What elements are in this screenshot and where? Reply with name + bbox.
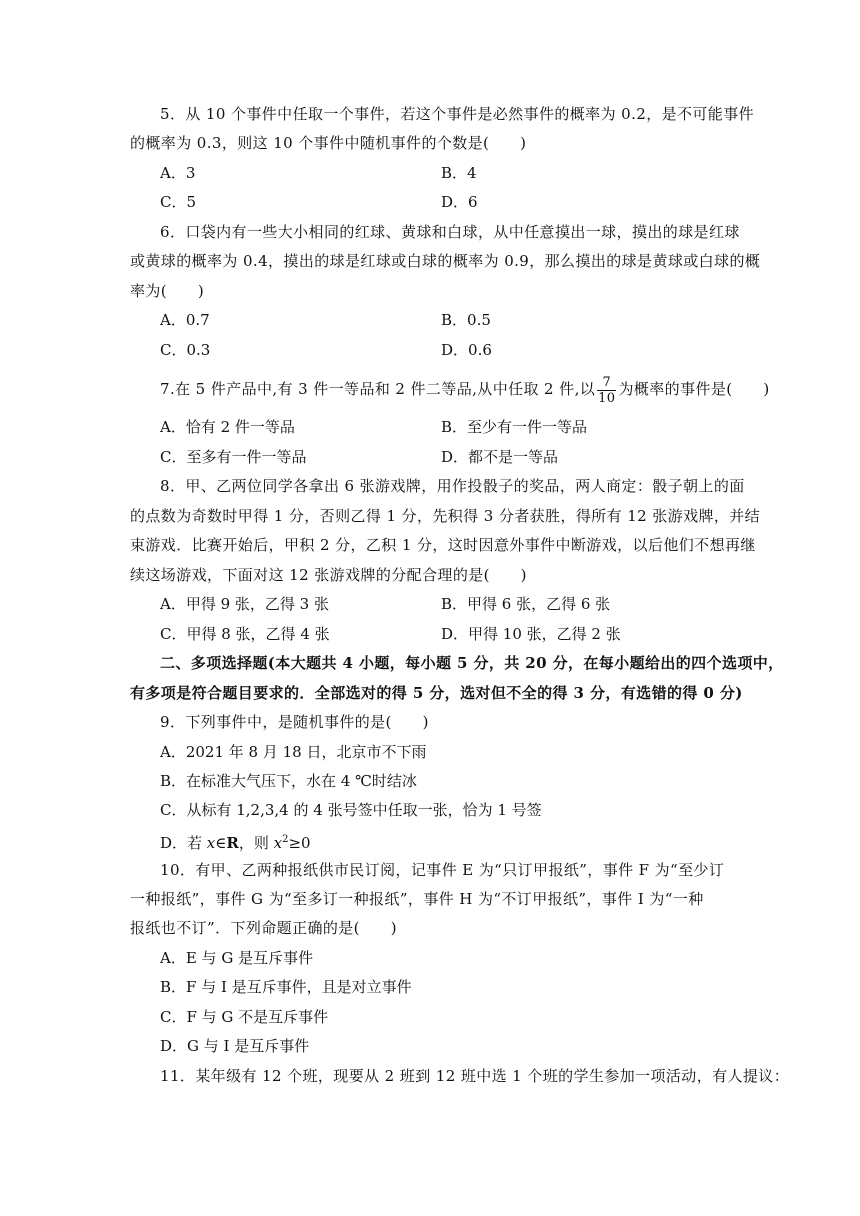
- q7-option-d: D．都不是一等品: [441, 448, 559, 466]
- q6-option-a: A．0.7: [160, 311, 210, 329]
- section2-heading-line2: 有多项是符合题目要求的．全部选对的得 5 分，选对但不全的得 3 分，有选错的得 0 分): [130, 684, 743, 702]
- q8-stem-line4: 续这场游戏，下面对这 12 张游戏牌的分配合理的是( ): [130, 566, 527, 584]
- q5-option-d: D．6: [441, 193, 478, 211]
- q5-option-a: A．3: [160, 164, 196, 182]
- q8-option-b: B．甲得 6 张，乙得 6 张: [441, 595, 611, 613]
- q7-option-a: A．恰有 2 件一等品: [160, 418, 295, 436]
- q6-option-b: B．0.5: [441, 311, 491, 329]
- q10-option-d: D．G 与 I 是互斥事件: [160, 1037, 310, 1055]
- q9-d-var-x2: x: [273, 834, 283, 852]
- q5-option-b: B．4: [441, 164, 477, 182]
- q7-option-c: C．至多有一件一等品: [160, 448, 307, 466]
- q7-fraction-denominator: 10: [598, 390, 616, 406]
- q8-stem-line3: 束游戏．比赛开始后，甲积 2 分，乙积 1 分，这时因意外事件中断游戏，以后他们不想再继: [130, 536, 756, 554]
- q8-option-a: A．甲得 9 张，乙得 3 张: [160, 595, 329, 613]
- q9-d-exponent: 2: [282, 834, 289, 845]
- q7-stem-post: 为概率的事件是( ): [618, 380, 770, 398]
- q5-stem-line1: 5．从 10 个事件中任取一个事件，若这个事件是必然事件的概率为 0.2，是不可能事件: [160, 105, 754, 123]
- q9-option-c: C．从标有 1,2,3,4 的 4 张号签中任取一张，恰为 1 号签: [160, 801, 542, 819]
- q5-option-c: C．5: [160, 193, 197, 211]
- q7-stem: [160, 372, 770, 406]
- q9-d-in: ∈: [215, 834, 227, 852]
- q6-option-d: D．0.6: [441, 341, 492, 359]
- q9-option-b: B．在标准大气压下，水在 4 ℃时结冰: [160, 772, 417, 790]
- q10-option-b: B．F 与 I 是互斥事件，且是对立事件: [160, 978, 412, 996]
- q7-fraction-numerator: 7: [597, 375, 616, 391]
- q6-stem-line2: 或黄球的概率为 0.4，摸出的球是红球或白球的概率为 0.9，那么摸出的球是黄球或白球的概: [130, 252, 761, 270]
- q10-option-c: C．F 与 G 不是互斥事件: [160, 1008, 329, 1026]
- q6-stem-line1: 6．口袋内有一些大小相同的红球、黄球和白球，从中任意摸出一球，摸出的球是红球: [160, 223, 740, 241]
- q6-option-c: C．0.3: [160, 341, 211, 359]
- q8-option-d: D．甲得 10 张，乙得 2 张: [441, 625, 621, 643]
- q8-stem-line2: 的点数为奇数时甲得 1 分，否则乙得 1 分，先积得 3 分者获胜，得所有 12 张游戏牌，并结: [130, 507, 761, 525]
- q7-fraction: [597, 375, 616, 406]
- q7-option-b: B．至少有一件一等品: [441, 418, 588, 436]
- q9-d-reals: R: [226, 834, 239, 852]
- q5-stem-line2: 的概率为 0.3，则这 10 个事件中随机事件的个数是( ): [130, 134, 527, 152]
- q9-d-mid: ，则: [238, 834, 274, 852]
- q8-stem-line1: 8．甲、乙两位同学各拿出 6 张游戏牌，用作投骰子的奖品，两人商定：骰子朝上的面: [160, 477, 745, 495]
- q8-option-c: C．甲得 8 张，乙得 4 张: [160, 625, 330, 643]
- q10-option-a: A．E 与 G 是互斥事件: [160, 949, 314, 967]
- q11-stem-line1: 11．某年级有 12 个班，现要从 2 班到 12 班中选 1 个班的学生参加一项活动，有人提议：: [160, 1067, 790, 1085]
- q9-d-var-x: x: [206, 834, 216, 852]
- q7-stem-pre: 7.在 5 件产品中,有 3 件一等品和 2 件二等品,从中任取 2 件,以: [160, 380, 596, 398]
- q6-stem-line3: 率为( ): [130, 282, 205, 300]
- q9-option-a: A．2021 年 8 月 18 日，北京市不下雨: [160, 743, 427, 761]
- q9-option-d: [160, 830, 311, 853]
- q10-stem-line1: 10．有甲、乙两种报纸供市民订阅，记事件 E 为“只订甲报纸”，事件 F 为“至少订: [160, 861, 725, 879]
- q10-stem-line3: 报纸也不订”．下列命题正确的是( ): [130, 919, 397, 937]
- q10-stem-line2: 一种报纸”，事件 G 为“至多订一种报纸”，事件 H 为“不订甲报纸”，事件 I 为“一种: [130, 890, 704, 908]
- q9-d-prefix: D．若: [160, 834, 207, 852]
- q9-stem: 9．下列事件中，是随机事件的是( ): [160, 713, 429, 731]
- q9-d-post: ≥0: [288, 834, 311, 852]
- section2-heading-line1: 二、多项选择题(本大题共 4 小题，每小题 5 分，共 20 分，在每小题给出的四个选项中，: [160, 654, 784, 672]
